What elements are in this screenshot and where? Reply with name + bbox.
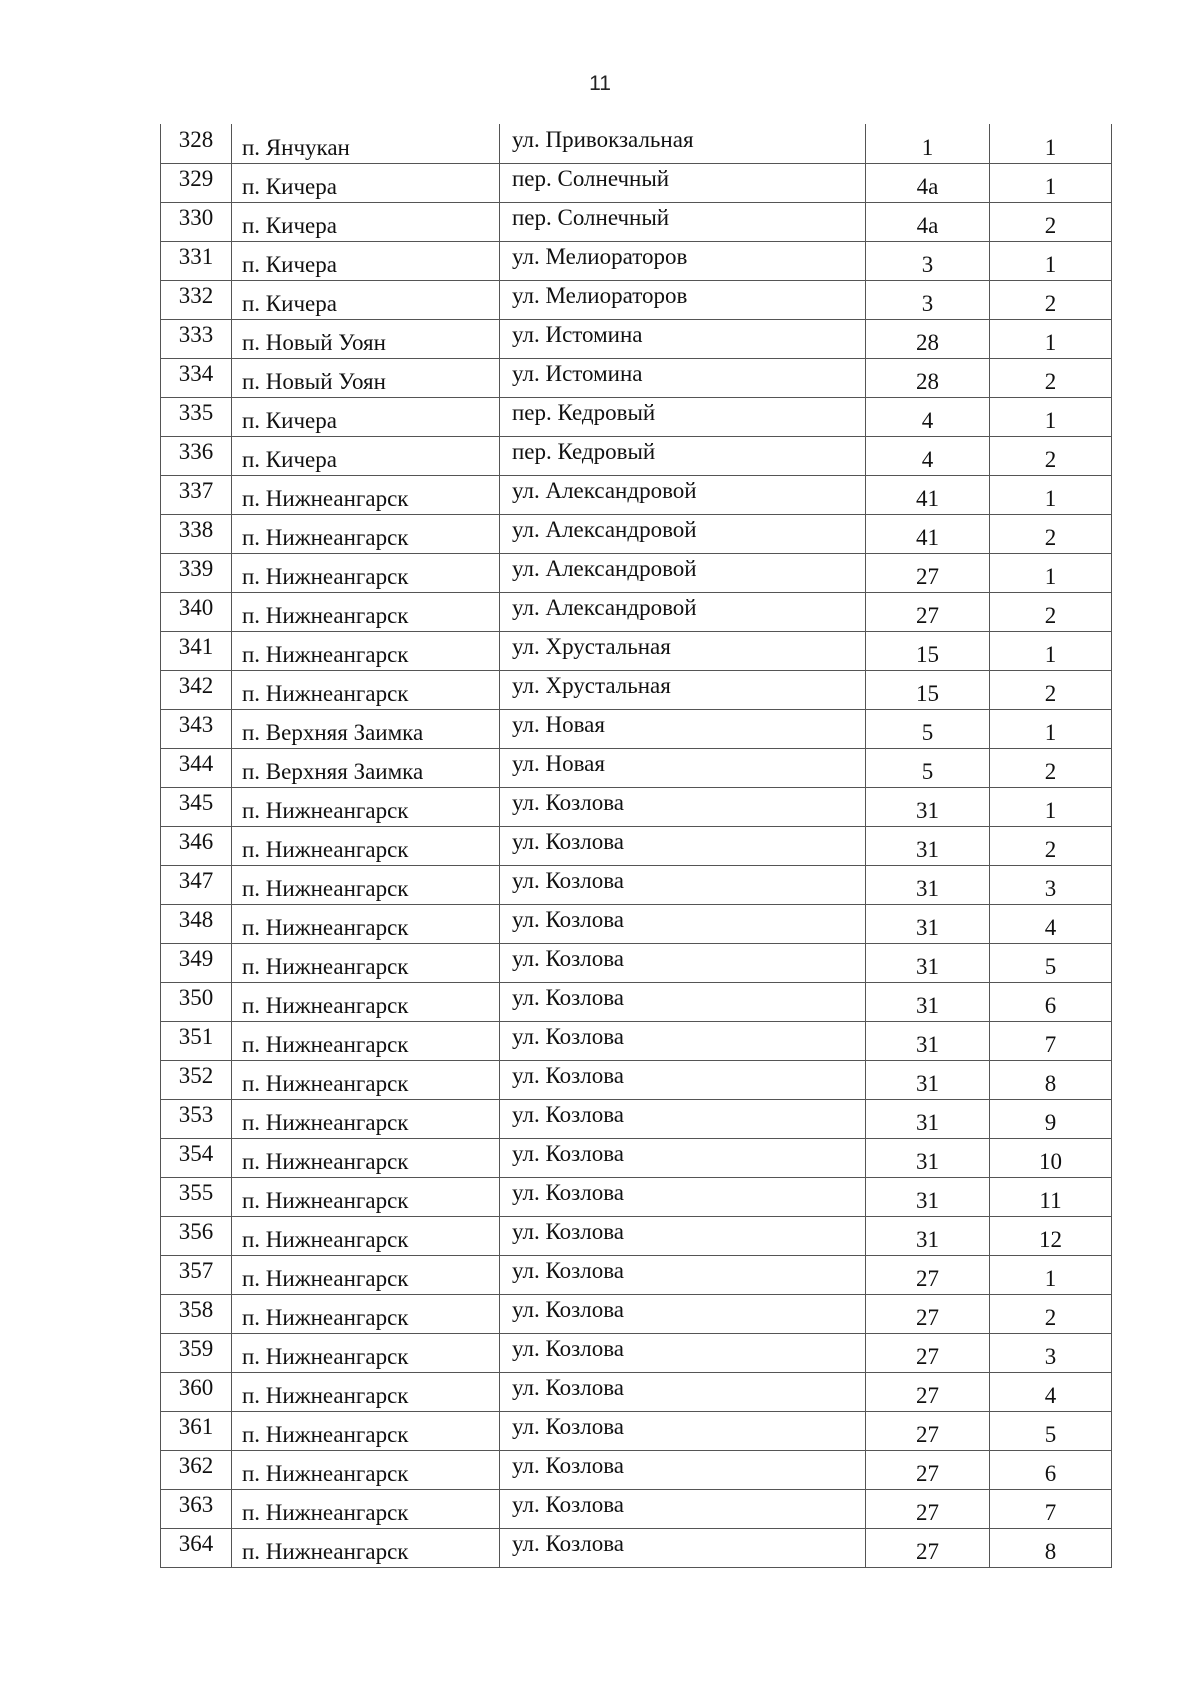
address-table	[160, 124, 1112, 1568]
locality-cell: п. Нижнеангарск	[232, 1259, 500, 1298]
house-number-cell: 4а	[866, 206, 990, 245]
locality-cell: п. Нижнеангарск	[232, 1064, 500, 1103]
locality-cell: п. Верхняя Заимка	[232, 752, 500, 791]
row-number-cell: 351	[161, 1017, 232, 1056]
apartment-number-cell: 2	[990, 206, 1112, 245]
table-row	[161, 241, 1112, 280]
apartment-number-cell: 1	[990, 635, 1112, 674]
apartment-number-cell: 12	[990, 1220, 1112, 1259]
street-cell: ул. Хрустальная	[500, 627, 866, 666]
house-number-cell: 27	[866, 1493, 990, 1532]
street-cell: ул. Истомина	[500, 354, 866, 393]
row-number-cell: 355	[161, 1173, 232, 1212]
street-cell: ул. Козлова	[500, 861, 866, 900]
table-row	[161, 1060, 1112, 1099]
table-row	[161, 514, 1112, 553]
house-number-cell: 41	[866, 518, 990, 557]
street-cell: ул. Козлова	[500, 1407, 866, 1446]
street-cell: ул. Александровой	[500, 588, 866, 627]
street-cell: ул. Козлова	[500, 900, 866, 939]
locality-cell: п. Нижнеангарск	[232, 1415, 500, 1454]
row-number-cell: 334	[161, 354, 232, 393]
row-number-cell: 350	[161, 978, 232, 1017]
apartment-number-cell: 2	[990, 830, 1112, 869]
apartment-number-cell: 5	[990, 1415, 1112, 1454]
table-row	[161, 475, 1112, 514]
locality-cell: п. Нижнеангарск	[232, 1025, 500, 1064]
locality-cell: п. Кичера	[232, 401, 500, 440]
locality-cell: п. Нижнеангарск	[232, 1298, 500, 1337]
locality-cell: п. Нижнеангарск	[232, 908, 500, 947]
house-number-cell: 27	[866, 596, 990, 635]
apartment-number-cell: 6	[990, 1454, 1112, 1493]
house-number-cell: 27	[866, 1337, 990, 1376]
apartment-number-cell: 1	[990, 245, 1112, 284]
house-number-cell: 31	[866, 1025, 990, 1064]
table-row	[161, 397, 1112, 436]
apartment-number-cell: 1	[990, 128, 1112, 167]
apartment-number-cell: 2	[990, 752, 1112, 791]
table-row	[161, 1528, 1112, 1567]
row-number-cell: 349	[161, 939, 232, 978]
house-number-cell: 4а	[866, 167, 990, 206]
apartment-number-cell: 1	[990, 323, 1112, 362]
locality-cell: п. Нижнеангарск	[232, 1220, 500, 1259]
row-number-cell: 361	[161, 1407, 232, 1446]
apartment-number-cell: 3	[990, 1337, 1112, 1376]
house-number-cell: 1	[866, 128, 990, 167]
row-number-cell: 345	[161, 783, 232, 822]
row-number-cell: 343	[161, 705, 232, 744]
table-row	[161, 319, 1112, 358]
house-number-cell: 27	[866, 1298, 990, 1337]
house-number-cell: 3	[866, 245, 990, 284]
house-number-cell: 4	[866, 440, 990, 479]
street-cell: ул. Новая	[500, 705, 866, 744]
row-number-cell: 358	[161, 1290, 232, 1329]
locality-cell: п. Нижнеангарск	[232, 1337, 500, 1376]
street-cell: ул. Александровой	[500, 471, 866, 510]
locality-cell: п. Новый Уоян	[232, 323, 500, 362]
table-row	[161, 982, 1112, 1021]
apartment-number-cell: 1	[990, 557, 1112, 596]
row-number-cell: 344	[161, 744, 232, 783]
apartment-number-cell: 7	[990, 1493, 1112, 1532]
table-row	[161, 1099, 1112, 1138]
table-row	[161, 553, 1112, 592]
locality-cell: п. Нижнеангарск	[232, 947, 500, 986]
table-row	[161, 1021, 1112, 1060]
apartment-number-cell: 1	[990, 1259, 1112, 1298]
house-number-cell: 27	[866, 1415, 990, 1454]
house-number-cell: 31	[866, 830, 990, 869]
street-cell: ул. Привокзальная	[500, 120, 866, 159]
apartment-number-cell: 3	[990, 869, 1112, 908]
row-number-cell: 346	[161, 822, 232, 861]
row-number-cell: 359	[161, 1329, 232, 1368]
locality-cell: п. Нижнеангарск	[232, 1493, 500, 1532]
street-cell: ул. Козлова	[500, 783, 866, 822]
row-number-cell: 354	[161, 1134, 232, 1173]
row-number-cell: 357	[161, 1251, 232, 1290]
locality-cell: п. Кичера	[232, 245, 500, 284]
row-number-cell: 329	[161, 159, 232, 198]
house-number-cell: 15	[866, 635, 990, 674]
house-number-cell: 27	[866, 1454, 990, 1493]
house-number-cell: 28	[866, 362, 990, 401]
house-number-cell: 31	[866, 1142, 990, 1181]
table-row	[161, 631, 1112, 670]
table-row	[161, 787, 1112, 826]
locality-cell: п. Нижнеангарск	[232, 1376, 500, 1415]
table-row	[161, 1333, 1112, 1372]
locality-cell: п. Нижнеангарск	[232, 557, 500, 596]
apartment-number-cell: 2	[990, 518, 1112, 557]
street-cell: ул. Козлова	[500, 1329, 866, 1368]
house-number-cell: 31	[866, 1220, 990, 1259]
apartment-number-cell: 8	[990, 1064, 1112, 1103]
table-row	[161, 202, 1112, 241]
apartment-number-cell: 2	[990, 440, 1112, 479]
street-cell: ул. Козлова	[500, 978, 866, 1017]
table-row	[161, 1216, 1112, 1255]
locality-cell: п. Нижнеангарск	[232, 518, 500, 557]
row-number-cell: 337	[161, 471, 232, 510]
table-row	[161, 904, 1112, 943]
locality-cell: п. Янчукан	[232, 128, 500, 167]
row-number-cell: 335	[161, 393, 232, 432]
apartment-number-cell: 9	[990, 1103, 1112, 1142]
street-cell: пер. Кедровый	[500, 432, 866, 471]
street-cell: ул. Козлова	[500, 1524, 866, 1563]
row-number-cell: 342	[161, 666, 232, 705]
house-number-cell: 5	[866, 713, 990, 752]
street-cell: ул. Козлова	[500, 1056, 866, 1095]
street-cell: ул. Козлова	[500, 1173, 866, 1212]
street-cell: ул. Козлова	[500, 1212, 866, 1251]
locality-cell: п. Нижнеангарск	[232, 869, 500, 908]
locality-cell: п. Нижнеангарск	[232, 1532, 500, 1571]
locality-cell: п. Кичера	[232, 206, 500, 245]
locality-cell: п. Кичера	[232, 167, 500, 206]
locality-cell: п. Нижнеангарск	[232, 1103, 500, 1142]
row-number-cell: 362	[161, 1446, 232, 1485]
row-number-cell: 331	[161, 237, 232, 276]
apartment-number-cell: 8	[990, 1532, 1112, 1571]
table-row	[161, 1255, 1112, 1294]
apartment-number-cell: 1	[990, 713, 1112, 752]
locality-cell: п. Нижнеангарск	[232, 1181, 500, 1220]
table-row	[161, 436, 1112, 475]
row-number-cell: 352	[161, 1056, 232, 1095]
house-number-cell: 15	[866, 674, 990, 713]
locality-cell: п. Верхняя Заимка	[232, 713, 500, 752]
house-number-cell: 3	[866, 284, 990, 323]
street-cell: ул. Александровой	[500, 510, 866, 549]
row-number-cell: 338	[161, 510, 232, 549]
house-number-cell: 4	[866, 401, 990, 440]
table-row	[161, 358, 1112, 397]
house-number-cell: 31	[866, 1064, 990, 1103]
table-row	[161, 709, 1112, 748]
street-cell: ул. Козлова	[500, 939, 866, 978]
house-number-cell: 27	[866, 1259, 990, 1298]
row-number-cell: 353	[161, 1095, 232, 1134]
page-number: 11	[589, 72, 611, 95]
house-number-cell: 41	[866, 479, 990, 518]
row-number-cell: 364	[161, 1524, 232, 1563]
apartment-number-cell: 6	[990, 986, 1112, 1025]
table-row	[161, 748, 1112, 787]
row-number-cell: 348	[161, 900, 232, 939]
row-number-cell: 332	[161, 276, 232, 315]
street-cell: ул. Козлова	[500, 1290, 866, 1329]
row-number-cell: 360	[161, 1368, 232, 1407]
street-cell: ул. Козлова	[500, 1485, 866, 1524]
street-cell: ул. Мелиораторов	[500, 276, 866, 315]
locality-cell: п. Нижнеангарск	[232, 674, 500, 713]
house-number-cell: 31	[866, 869, 990, 908]
street-cell: ул. Козлова	[500, 1446, 866, 1485]
apartment-number-cell: 10	[990, 1142, 1112, 1181]
row-number-cell: 356	[161, 1212, 232, 1251]
street-cell: пер. Кедровый	[500, 393, 866, 432]
house-number-cell: 31	[866, 908, 990, 947]
row-number-cell: 340	[161, 588, 232, 627]
table-row	[161, 280, 1112, 319]
apartment-number-cell: 1	[990, 167, 1112, 206]
table-row	[161, 1372, 1112, 1411]
street-cell: ул. Козлова	[500, 1095, 866, 1134]
house-number-cell: 31	[866, 791, 990, 830]
apartment-number-cell: 7	[990, 1025, 1112, 1064]
row-number-cell: 339	[161, 549, 232, 588]
row-number-cell: 336	[161, 432, 232, 471]
house-number-cell: 28	[866, 323, 990, 362]
street-cell: пер. Солнечный	[500, 198, 866, 237]
locality-cell: п. Нижнеангарск	[232, 479, 500, 518]
address-table-body	[161, 124, 1112, 1567]
apartment-number-cell: 2	[990, 284, 1112, 323]
house-number-cell: 5	[866, 752, 990, 791]
row-number-cell: 333	[161, 315, 232, 354]
table-row	[161, 1138, 1112, 1177]
house-number-cell: 27	[866, 557, 990, 596]
street-cell: пер. Солнечный	[500, 159, 866, 198]
street-cell: ул. Александровой	[500, 549, 866, 588]
row-number-cell: 363	[161, 1485, 232, 1524]
apartment-number-cell: 2	[990, 1298, 1112, 1337]
street-cell: ул. Козлова	[500, 1017, 866, 1056]
house-number-cell: 31	[866, 986, 990, 1025]
locality-cell: п. Новый Уоян	[232, 362, 500, 401]
house-number-cell: 31	[866, 1181, 990, 1220]
table-row	[161, 1411, 1112, 1450]
apartment-number-cell: 2	[990, 362, 1112, 401]
apartment-number-cell: 4	[990, 908, 1112, 947]
apartment-number-cell: 1	[990, 479, 1112, 518]
street-cell: ул. Козлова	[500, 1134, 866, 1173]
table-row	[161, 865, 1112, 904]
house-number-cell: 31	[866, 1103, 990, 1142]
locality-cell: п. Кичера	[232, 284, 500, 323]
house-number-cell: 31	[866, 947, 990, 986]
row-number-cell: 328	[161, 120, 232, 159]
house-number-cell: 27	[866, 1532, 990, 1571]
street-cell: ул. Мелиораторов	[500, 237, 866, 276]
table-row	[161, 943, 1112, 982]
row-number-cell: 330	[161, 198, 232, 237]
apartment-number-cell: 2	[990, 596, 1112, 635]
apartment-number-cell: 5	[990, 947, 1112, 986]
street-cell: ул. Истомина	[500, 315, 866, 354]
street-cell: ул. Козлова	[500, 822, 866, 861]
locality-cell: п. Нижнеангарск	[232, 791, 500, 830]
table-row	[161, 163, 1112, 202]
street-cell: ул. Козлова	[500, 1368, 866, 1407]
house-number-cell: 27	[866, 1376, 990, 1415]
table-row	[161, 1450, 1112, 1489]
row-number-cell: 347	[161, 861, 232, 900]
locality-cell: п. Кичера	[232, 440, 500, 479]
table-row	[161, 826, 1112, 865]
apartment-number-cell: 1	[990, 791, 1112, 830]
table-row	[161, 124, 1112, 163]
street-cell: ул. Новая	[500, 744, 866, 783]
locality-cell: п. Нижнеангарск	[232, 986, 500, 1025]
locality-cell: п. Нижнеангарск	[232, 596, 500, 635]
street-cell: ул. Хрустальная	[500, 666, 866, 705]
locality-cell: п. Нижнеангарск	[232, 1454, 500, 1493]
table-row	[161, 670, 1112, 709]
apartment-number-cell: 1	[990, 401, 1112, 440]
table-row	[161, 1489, 1112, 1528]
apartment-number-cell: 4	[990, 1376, 1112, 1415]
locality-cell: п. Нижнеангарск	[232, 830, 500, 869]
table-row	[161, 1177, 1112, 1216]
apartment-number-cell: 2	[990, 674, 1112, 713]
street-cell: ул. Козлова	[500, 1251, 866, 1290]
apartment-number-cell: 11	[990, 1181, 1112, 1220]
table-row	[161, 592, 1112, 631]
table-row	[161, 1294, 1112, 1333]
locality-cell: п. Нижнеангарск	[232, 1142, 500, 1181]
row-number-cell: 341	[161, 627, 232, 666]
locality-cell: п. Нижнеангарск	[232, 635, 500, 674]
